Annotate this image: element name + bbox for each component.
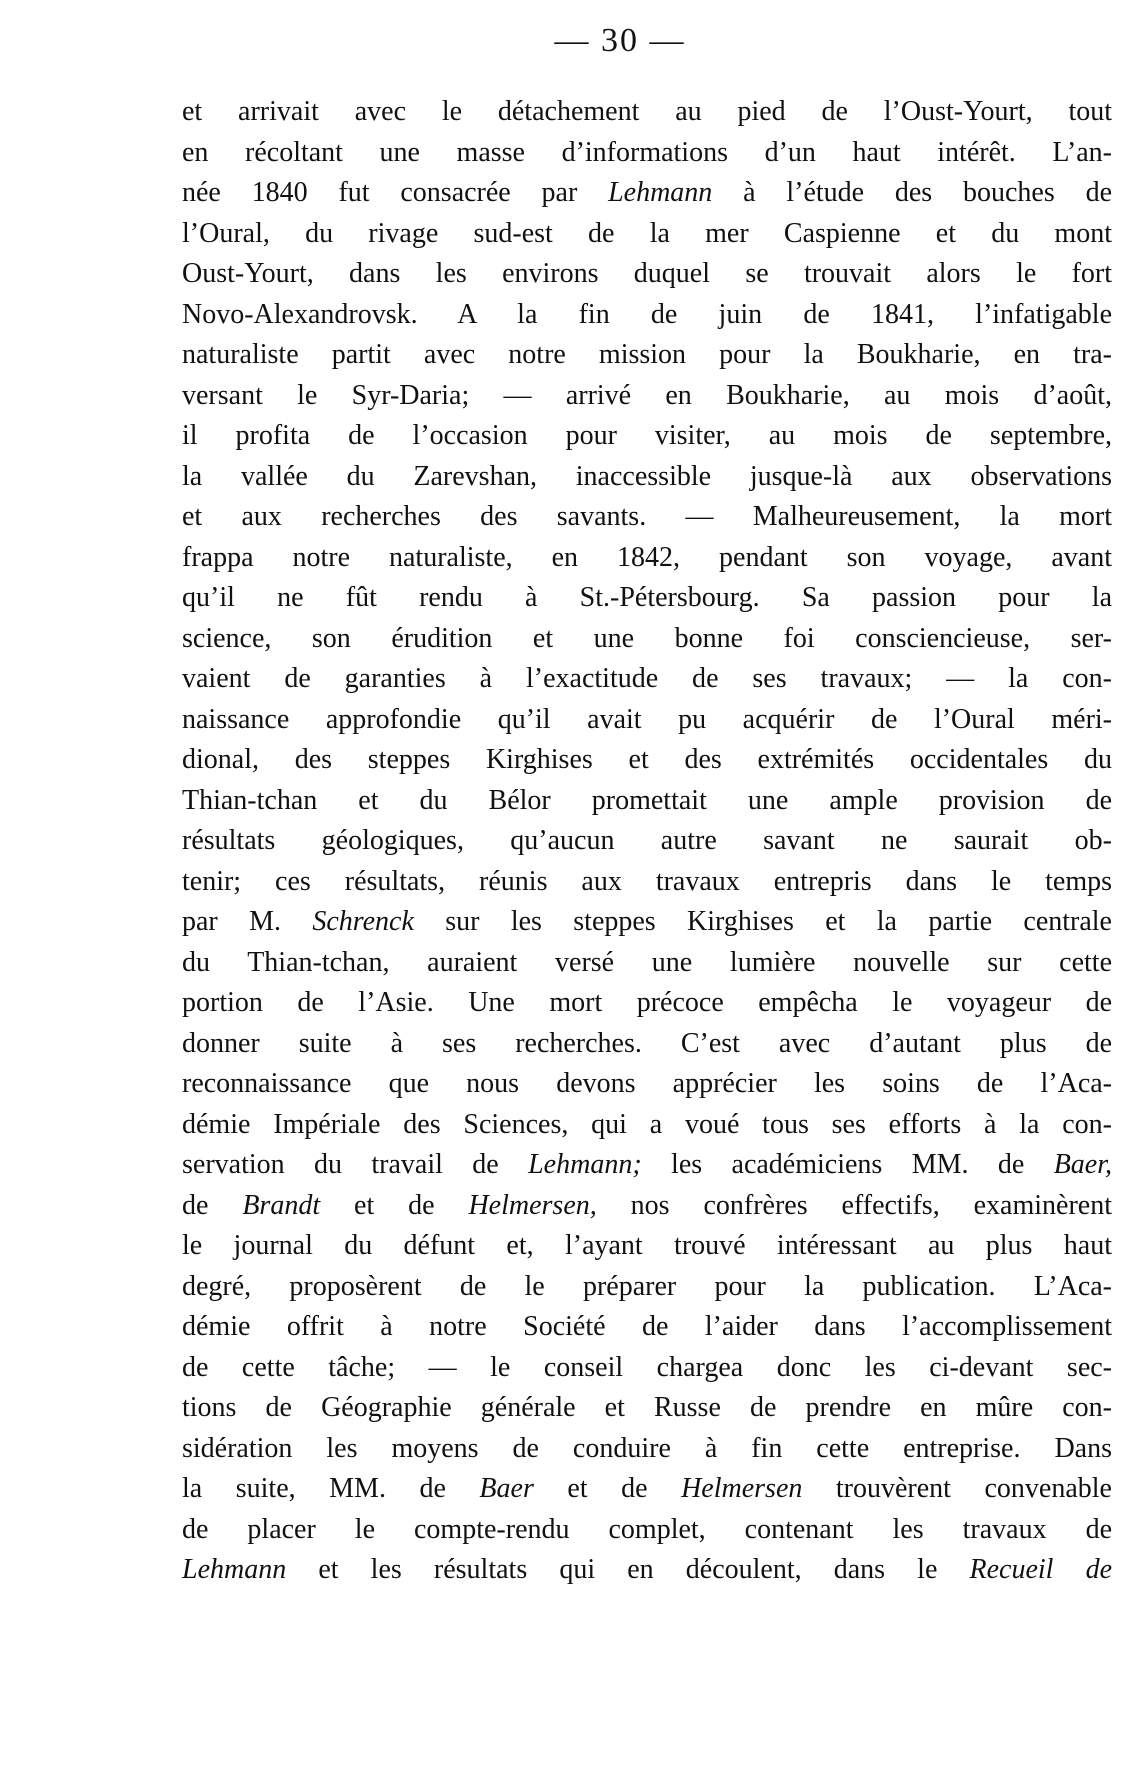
text-run: les académiciens MM. de bbox=[641, 1149, 1054, 1180]
text-line bbox=[182, 902, 1112, 943]
text-run: démie Impériale des Sciences, qui a voué tous ses efforts à la con- bbox=[182, 1108, 1112, 1140]
text-run: et de bbox=[533, 1473, 682, 1504]
body-text bbox=[182, 92, 1112, 1591]
text-run: Novo-Alexandrovsk. A la fin de juin de 1841, l’infatigable bbox=[182, 298, 1112, 330]
italic-name: Schrenck bbox=[312, 906, 414, 937]
italic-name: Baer bbox=[479, 1473, 534, 1504]
text-line bbox=[182, 1105, 1112, 1146]
text-line bbox=[182, 376, 1112, 417]
text-run: portion de l’Asie. Une mort précoce empêcha le voyageur de bbox=[182, 987, 1112, 1018]
text-run: degré, proposèrent de le préparer pour la publication. L’Aca- bbox=[182, 1270, 1112, 1302]
text-run: trouvèrent convenable bbox=[802, 1473, 1112, 1504]
text-line bbox=[182, 173, 1112, 214]
italic-name: Lehmann; bbox=[528, 1149, 642, 1180]
text-run: servation du travail de bbox=[182, 1149, 529, 1180]
text-line bbox=[182, 416, 1112, 457]
text-line bbox=[182, 1307, 1112, 1348]
text-line bbox=[182, 781, 1112, 822]
text-run: par M. bbox=[182, 906, 313, 937]
text-line bbox=[182, 740, 1112, 781]
text-run: tions de Géographie générale et Russe de prendre en mûre con- bbox=[182, 1392, 1112, 1423]
text-line bbox=[182, 254, 1112, 295]
text-run: à l’étude des bouches de bbox=[712, 177, 1112, 208]
text-line bbox=[182, 1510, 1112, 1551]
text-line bbox=[182, 1186, 1112, 1227]
text-run: qu’il ne fût rendu à St.-Pétersbourg. Sa passion pour la bbox=[182, 582, 1112, 613]
text-line bbox=[182, 659, 1112, 700]
text-run: et les résultats qui en découlent, dans le bbox=[286, 1554, 970, 1585]
text-line bbox=[182, 700, 1112, 741]
text-line bbox=[182, 1469, 1112, 1510]
text-line bbox=[182, 1064, 1112, 1105]
text-line bbox=[182, 92, 1112, 133]
text-line bbox=[182, 133, 1112, 174]
text-run: nos confrères effectifs, examinèrent bbox=[596, 1189, 1112, 1221]
text-run: en récoltant une masse d’informations d’un haut intérêt. L’an- bbox=[182, 136, 1112, 168]
text-line bbox=[182, 1550, 1112, 1591]
text-line bbox=[182, 1267, 1112, 1308]
text-run: et de bbox=[320, 1189, 469, 1221]
text-run: résultats géologiques, qu’aucun autre savant ne saurait ob- bbox=[182, 825, 1112, 856]
text-run: frappa notre naturaliste, en 1842, pendant son voyage, avant bbox=[182, 541, 1112, 573]
text-line bbox=[182, 1429, 1112, 1470]
text-run: l’Oural, du rivage sud-est de la mer Caspienne et du mont bbox=[182, 217, 1112, 249]
italic-name: Brandt bbox=[242, 1189, 321, 1221]
text-run: dional, des steppes Kirghises et des extrémités occidentales du bbox=[182, 744, 1112, 775]
italic-name: Recueil de bbox=[969, 1554, 1113, 1585]
text-line bbox=[182, 295, 1112, 336]
text-run: Oust-Yourt, dans les environs duquel se trouvait alors le fort bbox=[182, 258, 1112, 289]
text-run: science, son érudition et une bonne foi consciencieuse, ser- bbox=[182, 622, 1112, 654]
text-line bbox=[182, 619, 1112, 660]
text-run: de placer le compte-rendu complet, contenant les travaux de bbox=[182, 1513, 1112, 1545]
text-run: naturaliste partit avec notre mission pour la Boukharie, en tra- bbox=[182, 339, 1112, 370]
text-line bbox=[182, 1024, 1112, 1065]
text-line bbox=[182, 578, 1112, 619]
text-run: de bbox=[182, 1189, 243, 1221]
text-line bbox=[182, 943, 1112, 984]
text-line bbox=[182, 1145, 1112, 1186]
text-run: de cette tâche; — le conseil chargea donc les ci-devant sec- bbox=[182, 1351, 1112, 1383]
text-run: il profita de l’occasion pour visiter, au mois de septembre, bbox=[182, 420, 1112, 451]
text-line bbox=[182, 214, 1112, 255]
text-run: née 1840 fut consacrée par bbox=[182, 177, 609, 208]
text-run: la vallée du Zarevshan, inaccessible jusque-là aux observations bbox=[182, 460, 1112, 492]
text-line bbox=[182, 457, 1112, 498]
text-line bbox=[182, 1388, 1112, 1429]
text-run: versant le Syr-Daria; — arrivé en Boukharie, au mois d’août, bbox=[182, 379, 1112, 411]
text-run: sidération les moyens de conduire à fin cette entreprise. Dans bbox=[182, 1432, 1112, 1464]
text-run: donner suite à ses recherches. C’est avec d’autant plus de bbox=[182, 1027, 1112, 1059]
text-line bbox=[182, 497, 1112, 538]
text-line bbox=[182, 335, 1112, 376]
text-run: reconnaissance que nous devons apprécier les soins de l’Aca- bbox=[182, 1068, 1112, 1099]
text-line bbox=[182, 538, 1112, 579]
text-run: le journal du défunt et, l’ayant trouvé intéressant au plus haut bbox=[182, 1230, 1112, 1261]
text-line bbox=[182, 862, 1112, 903]
text-run: sur les steppes Kirghises et la partie centrale bbox=[413, 906, 1112, 937]
text-run: naissance approfondie qu’il avait pu acquérir de l’Oural méri- bbox=[182, 703, 1112, 735]
text-run: du Thian-tchan, auraient versé une lumière nouvelle sur cette bbox=[182, 946, 1112, 978]
text-line bbox=[182, 821, 1112, 862]
italic-name: Helmersen bbox=[681, 1473, 803, 1504]
text-line bbox=[182, 983, 1112, 1024]
italic-name: Helmersen, bbox=[468, 1189, 597, 1221]
text-run: Thian-tchan et du Bélor promettait une ample provision de bbox=[182, 784, 1112, 816]
text-run: tenir; ces résultats, réunis aux travaux entrepris dans le temps bbox=[182, 865, 1112, 897]
text-run: et aux recherches des savants. — Malheureusement, la mort bbox=[182, 501, 1112, 532]
text-line bbox=[182, 1226, 1112, 1267]
italic-name: Lehmann bbox=[182, 1554, 287, 1585]
text-run: démie offrit à notre Société de l’aider dans l’accomplissement bbox=[182, 1311, 1112, 1342]
text-run: et arrivait avec le détachement au pied de l’Oust-Yourt, tout bbox=[182, 96, 1112, 127]
text-run: vaient de garanties à l’exactitude de ses travaux; — la con- bbox=[182, 663, 1112, 694]
italic-name: Lehmann bbox=[608, 177, 713, 208]
text-line bbox=[182, 1348, 1112, 1389]
page-number: — 30 — bbox=[554, 22, 686, 59]
text-run: la suite, MM. de bbox=[182, 1473, 480, 1504]
italic-name: Baer, bbox=[1053, 1149, 1113, 1180]
